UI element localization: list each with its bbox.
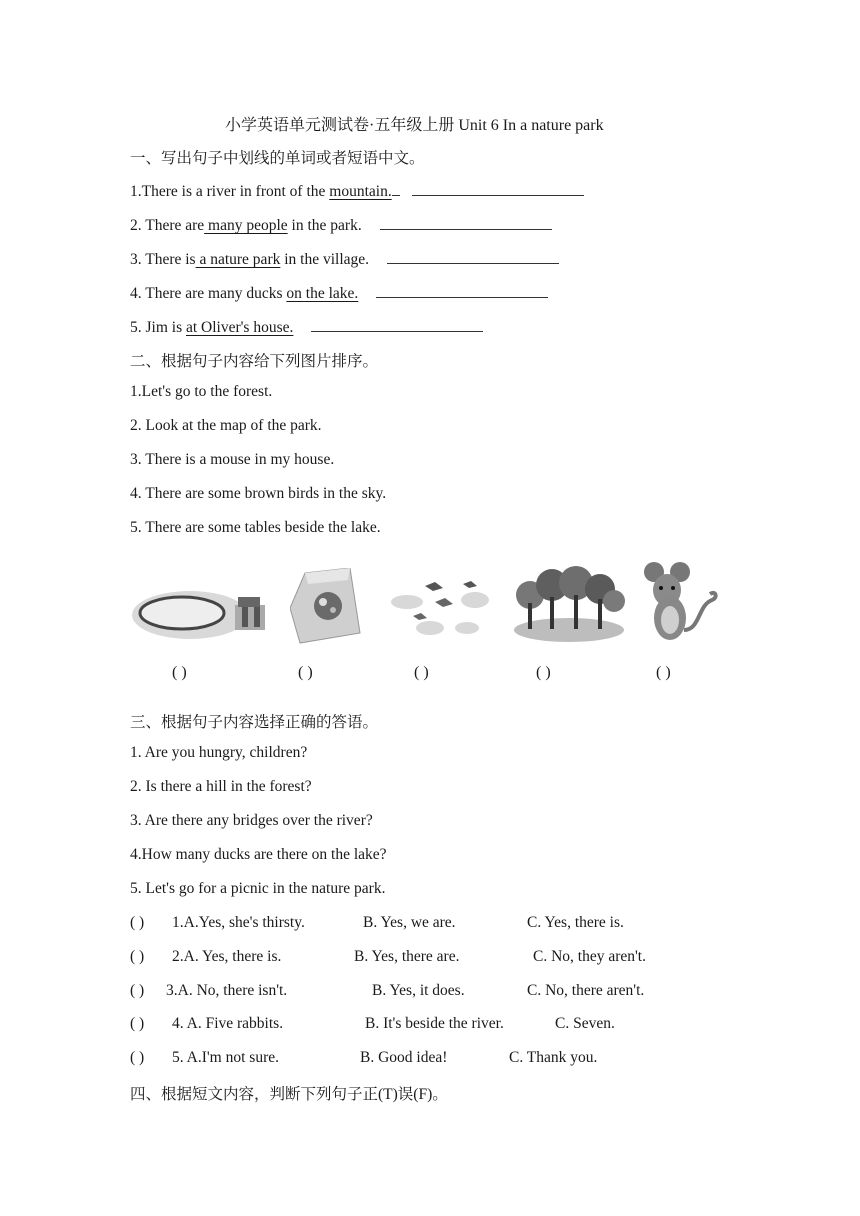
s3-option-a-2: 2.A. Yes, there is. — [172, 948, 282, 965]
s1-item-4 — [130, 282, 548, 303]
s3-answer-paren-2[interactable]: ( ) — [130, 948, 145, 965]
section3-heading: 三、根据句子内容选择正确的答语。 — [130, 714, 379, 731]
s3-question-2: 2. Is there a hill in the forest? — [130, 778, 312, 795]
s3-option-b-3: B. Yes, it does. — [372, 982, 465, 999]
s1-item-underlined: on the lake. — [286, 285, 359, 302]
lake-with-tables-picture — [130, 575, 275, 645]
s3-answer-paren-1[interactable]: ( ) — [130, 914, 145, 931]
s1-item-text: in the park. — [287, 217, 362, 234]
section2-heading: 二、根据句子内容给下列图片排序。 — [130, 353, 379, 370]
s3-option-c-1: C. Yes, there is. — [527, 914, 624, 931]
s2-item-3: 3. There is a mouse in my house. — [130, 451, 335, 468]
s2-item-1: 1.Let's go to the forest. — [130, 383, 273, 400]
forest-picture — [512, 565, 627, 645]
s3-option-b-4: B. It's beside the river. — [365, 1015, 504, 1032]
answer-blank[interactable] — [380, 214, 552, 230]
s2-item-5: 5. There are some tables beside the lake. — [130, 519, 381, 536]
s3-option-c-5: C. Thank you. — [509, 1049, 598, 1066]
s3-option-a-1: 1.A.Yes, she's thirsty. — [172, 914, 305, 931]
s1-item-text: 5. Jim is — [130, 319, 186, 336]
s1-item-2 — [130, 214, 552, 235]
s3-option-c-4: C. Seven. — [555, 1015, 615, 1032]
picture-answer-paren-5[interactable]: ( ) — [656, 664, 671, 681]
mouse-picture — [640, 560, 720, 645]
section4-heading: 四、根据短文内容，判断下列句子正(T)误(F)。 — [130, 1086, 448, 1103]
s3-option-b-5: B. Good idea! — [360, 1049, 448, 1066]
park-map-picture — [290, 568, 365, 646]
s1-item-text: 3. There is — [130, 251, 196, 268]
s1-item-underlined: many people — [204, 217, 288, 234]
s3-option-b-1: B. Yes, we are. — [363, 914, 456, 931]
s3-answer-paren-4[interactable]: ( ) — [130, 1015, 145, 1032]
answer-blank[interactable] — [412, 180, 584, 196]
s1-item-text: 4. There are many ducks — [130, 285, 287, 302]
s1-item-underlined: mountain. — [329, 183, 392, 200]
picture-answer-paren-3[interactable]: ( ) — [414, 664, 429, 681]
section1-heading: 一、写出句子中划线的单词或者短语中文。 — [130, 150, 425, 167]
s3-option-a-5: 5. A.I'm not sure. — [172, 1049, 279, 1066]
s2-item-2: 2. Look at the map of the park. — [130, 417, 322, 434]
s3-question-4: 4.How many ducks are there on the lake? — [130, 846, 387, 863]
s2-item-4: 4. There are some brown birds in the sky. — [130, 485, 387, 502]
s1-item-text: 1.There is a river in front of the — [130, 183, 330, 200]
page-title: 小学英语单元测试卷·五年级上册 Unit 6 In a nature park — [225, 117, 604, 134]
s3-question-3: 3. Are there any bridges over the river? — [130, 812, 373, 829]
picture-answer-paren-2[interactable]: ( ) — [298, 664, 313, 681]
s1-item-5 — [130, 316, 483, 337]
s1-item-3 — [130, 248, 559, 269]
s1-item-text: 2. There are — [130, 217, 205, 234]
picture-answer-paren-4[interactable]: ( ) — [536, 664, 551, 681]
s3-option-a-3: 3.A. No, there isn't. — [166, 982, 288, 999]
s3-option-b-2: B. Yes, there are. — [354, 948, 460, 965]
answer-blank[interactable] — [376, 282, 548, 298]
picture-answer-paren-1[interactable]: ( ) — [172, 664, 187, 681]
s3-answer-paren-3[interactable]: ( ) — [130, 982, 145, 999]
s3-answer-paren-5[interactable]: ( ) — [130, 1049, 145, 1066]
birds-in-sky-picture — [385, 572, 495, 647]
answer-blank[interactable] — [311, 316, 483, 332]
s1-item-underlined: a nature park — [195, 251, 281, 268]
s3-option-c-2: C. No, they aren't. — [533, 948, 646, 965]
answer-blank[interactable] — [387, 248, 559, 264]
s1-item-text: in the village. — [280, 251, 370, 268]
s3-option-c-3: C. No, there aren't. — [527, 982, 645, 999]
s1-item-underlined: at Oliver's house. — [185, 319, 294, 336]
s3-question-1: 1. Are you hungry, children? — [130, 744, 308, 761]
s3-option-a-4: 4. A. Five rabbits. — [172, 1015, 284, 1032]
s1-item-1 — [130, 180, 584, 201]
s3-question-5: 5. Let's go for a picnic in the nature park. — [130, 880, 386, 897]
